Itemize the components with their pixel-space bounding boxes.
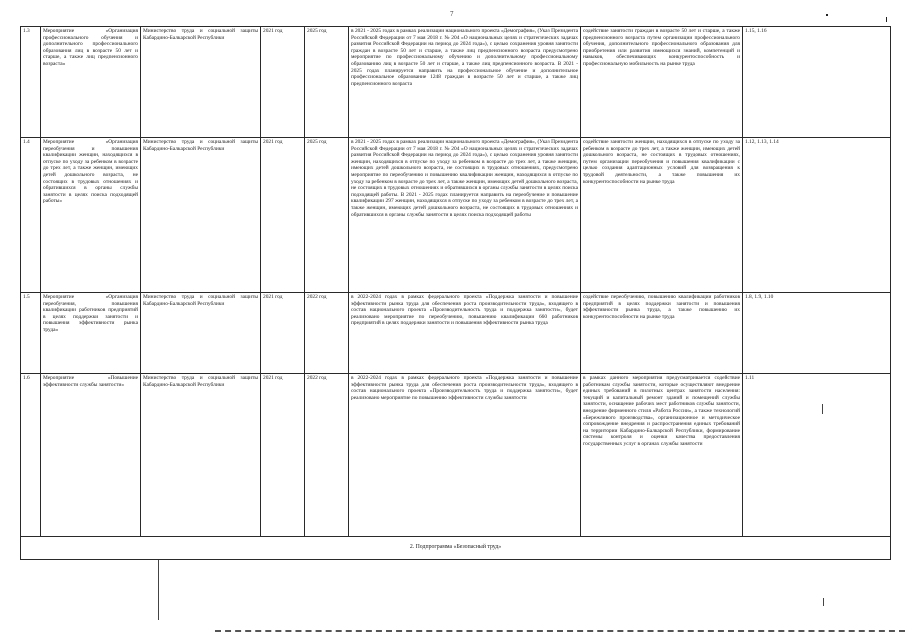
- link-cell: содействие занятости женщин, находящихся в отпуске по уходу за ребенком в возрасте до трех лет, а также женщин, имеющих детей дошкольного возраста, не состоящих в трудовых отношениях, путем организации переобучения и повышения квалификации с целью создания адаптационных условий для возвращения к трудовой деятельности, а также повышения их конкурентоспособности на рынке труда: [581, 138, 743, 293]
- subprogram-row: [21, 537, 891, 560]
- result-cell: в 2022-2024 годах в рамках федерального проекта «Поддержка занятости и повышение эффективности рынка труда для обеспечения роста производительности труда», входящего в состав национального проекта «Производительность труда и поддержка занятости», будет реализовано мероприятие по переобучению, повышению квалификации 660 работников предприятий в целях поддержки занятости и повышения эффективности рынка труда: [349, 293, 581, 374]
- end-year-cell: 2022 год: [305, 293, 349, 374]
- executor-cell: Министерство труда и социальной защиты Кабардино-Балкарской Республики: [141, 138, 261, 293]
- start-year-cell: 2021 год: [261, 374, 305, 537]
- scan-artifact: [886, 17, 887, 22]
- end-year-cell: 2022 год: [305, 374, 349, 537]
- measure-cell: Мероприятие «Повышение эффективности службы занятости»: [41, 374, 141, 537]
- measures-table: [20, 26, 891, 560]
- page-number: 7: [450, 10, 454, 18]
- end-year-cell: 2025 год: [305, 138, 349, 293]
- row-number: 1.3: [21, 27, 41, 138]
- indicators-cell: 1.8, 1.9, 1.10: [743, 293, 891, 374]
- row-number: 1.5: [21, 293, 41, 374]
- scan-artifact: [822, 404, 823, 414]
- table-row: [21, 293, 891, 374]
- table-row: [21, 27, 891, 138]
- measure-cell: Мероприятие «Организация профессионального обучения и дополнительного профессионального образования лиц в возрасте 50 лет и старше, а также лиц предпенсионного возраста»: [41, 27, 141, 138]
- row-number: 1.6: [21, 374, 41, 537]
- result-cell: в 2021 - 2025 годах в рамках реализации национального проекта «Демография», (Указ Президента Российской Федерации от 7 мая 2018 г. № 204 «О национальных целях и стратегических задачах развития Российской Федерации на период до 2024 года»), с целью сохранения уровня занятости женщин, находящихся в отпуске по уходу за ребенком в возрасте до трех лет, а также женщин, имеющих детей дошкольного возраста, не состоящих в трудовых отношениях, предусмотрено мероприятие по переобучению и повышению квалификации женщин, находящихся в отпуске по уходу за ребенком в возрасте до трех лет, а также женщин, имеющих детей дошкольного возраста, не состоящих в трудовых отношениях и обратившихся в органы службы занятости в целях поиска подходящей работы. В 2021 - 2025 годах планируется направить на переобучение и повышение квалификации 297 женщин, находящихся в отпуске по уходу за ребенком в возрасте до трех лет, а также женщин, имеющих детей дошкольного возраста, не состоящих в трудовых отношениях и обратившихся в органы службы занятости в целях поиска подходящей работы: [349, 138, 581, 293]
- subprogram-title: 2. Подпрограмма «Безопасный труд»: [21, 537, 891, 560]
- indicators-cell: 1.11: [743, 374, 891, 537]
- table-row: [21, 374, 891, 537]
- start-year-cell: 2021 год: [261, 27, 305, 138]
- end-year-cell: 2025 год: [305, 27, 349, 138]
- measure-cell: Мероприятие «Организация переобучения, повышения квалификации работников предприятий в целях поддержки занятости и повышения эффективности рынка труда»: [41, 293, 141, 374]
- row-number: 1.4: [21, 138, 41, 293]
- scan-artifact: [823, 598, 824, 606]
- scan-artifact: [826, 14, 828, 16]
- executor-cell: Министерство труда и социальной защиты Кабардино-Балкарской Республики: [141, 27, 261, 138]
- start-year-cell: 2021 год: [261, 293, 305, 374]
- executor-cell: Министерство труда и социальной защиты Кабардино-Балкарской Республики: [141, 374, 261, 537]
- link-cell: содействие занятости граждан в возрасте 50 лет и старше, а также предпенсионного возраста путем организации профессионального обучения, дополнительного профессионального образования для приобретения или развития имеющихся знаний, компетенций и навыков, обеспечивающих конкурентоспособность и профессиональную мобильность на рынке труда: [581, 27, 743, 138]
- measure-cell: Мероприятие «Организация переобучения и повышения квалификации женщин, находящихся в отпуске по уходу за ребенком в возрасте до трех лет, а также женщин, имеющих детей дошкольного возраста, не состоящих в трудовых отношениях и обратившихся в органы службы занятости в целях поиска подходящей работы»: [41, 138, 141, 293]
- result-cell: в 2021 - 2025 годах в рамках реализации национального проекта «Демография», (Указ Президента Российской Федерации от 7 мая 2018 г. № 204 «О национальных целях и стратегических задачах развития Российской Федерации на период до 2024 года»), с целью сохранения уровня занятости граждан в возрасте 50 лет и старше, а также лиц предпенсионного возраста предусмотрено мероприятие по профессиональному обучению и дополнительному профессиональному образованию лиц в возрасте 50 лет и старше, а также лиц предпенсионного возраста. В 2021 - 2025 годах планируется направить на профессиональное обучение и дополнительное профессиональное образование 1248 граждан в возрасте 50 лет и старше, а также лиц предпенсионного возраста: [349, 27, 581, 138]
- start-year-cell: 2021 год: [261, 138, 305, 293]
- scan-artifact: [158, 560, 159, 620]
- link-cell: в рамках данного мероприятия предусматривается содействие работникам службы занятости, которые осуществляют внедрение единых требований в пилотных центрах занятости населения: текущий и капитальный ремонт зданий и помещений службы занятости, оснащение рабочих мест работников службы занятости, внедрение фирменного стиля «Работа России», а также технологий «Бережливого производства», организационное и методическое сопровождение внедрения и распространения единых требований на территории Кабардино-Балкарской Республики, формирование системы контроля и оценки качества предоставления государственных услуг в органах службы занятости: [581, 374, 743, 537]
- indicators-cell: 1.12, 1.13, 1.14: [743, 138, 891, 293]
- result-cell: в 2022-2024 годах в рамках федерального проекта «Поддержка занятости и повышение эффективности рынка труда для обеспечения роста производительности труда», входящего в состав национального проекта «Производительность труда и поддержка занятости», будет реализовано мероприятие по повышению эффективности службы занятости: [349, 374, 581, 537]
- link-cell: содействие переобучению, повышению квалификации работников предприятий в целях поддержки занятости и повышения эффективности рынка труда, а также повышению их конкурентоспособности на рынке труда: [581, 293, 743, 374]
- scan-artifact: [215, 630, 905, 638]
- indicators-cell: 1.15, 1.16: [743, 27, 891, 138]
- table-row: [21, 138, 891, 293]
- executor-cell: Министерство труда и социальной защиты Кабардино-Балкарской Республики: [141, 293, 261, 374]
